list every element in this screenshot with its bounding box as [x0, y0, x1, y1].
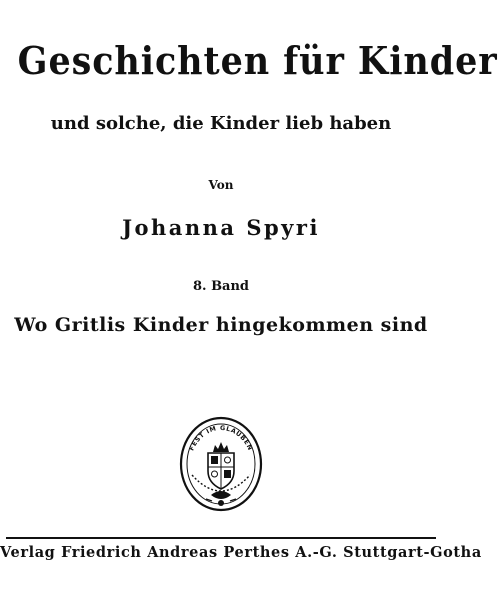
publisher-imprint: Verlag Friedrich Andreas Perthes A.-G. Stuttgart-Gotha — [0, 544, 482, 561]
volume-number: 8. Band — [192, 279, 250, 294]
book-subtitle: und solche, die Kinder lieb haben — [50, 113, 392, 134]
divider-rule — [6, 537, 436, 539]
author-name: Johanna Spyri — [122, 215, 320, 240]
book-title: Geschichten für Kinder — [17, 38, 498, 83]
volume-title: Wo Gritlis Kinder hingekommen sind — [14, 314, 428, 336]
publisher-seal-icon — [178, 415, 264, 513]
byline: Von — [208, 178, 234, 192]
seal-motto: FEST IM GLAUBEN — [188, 424, 254, 452]
